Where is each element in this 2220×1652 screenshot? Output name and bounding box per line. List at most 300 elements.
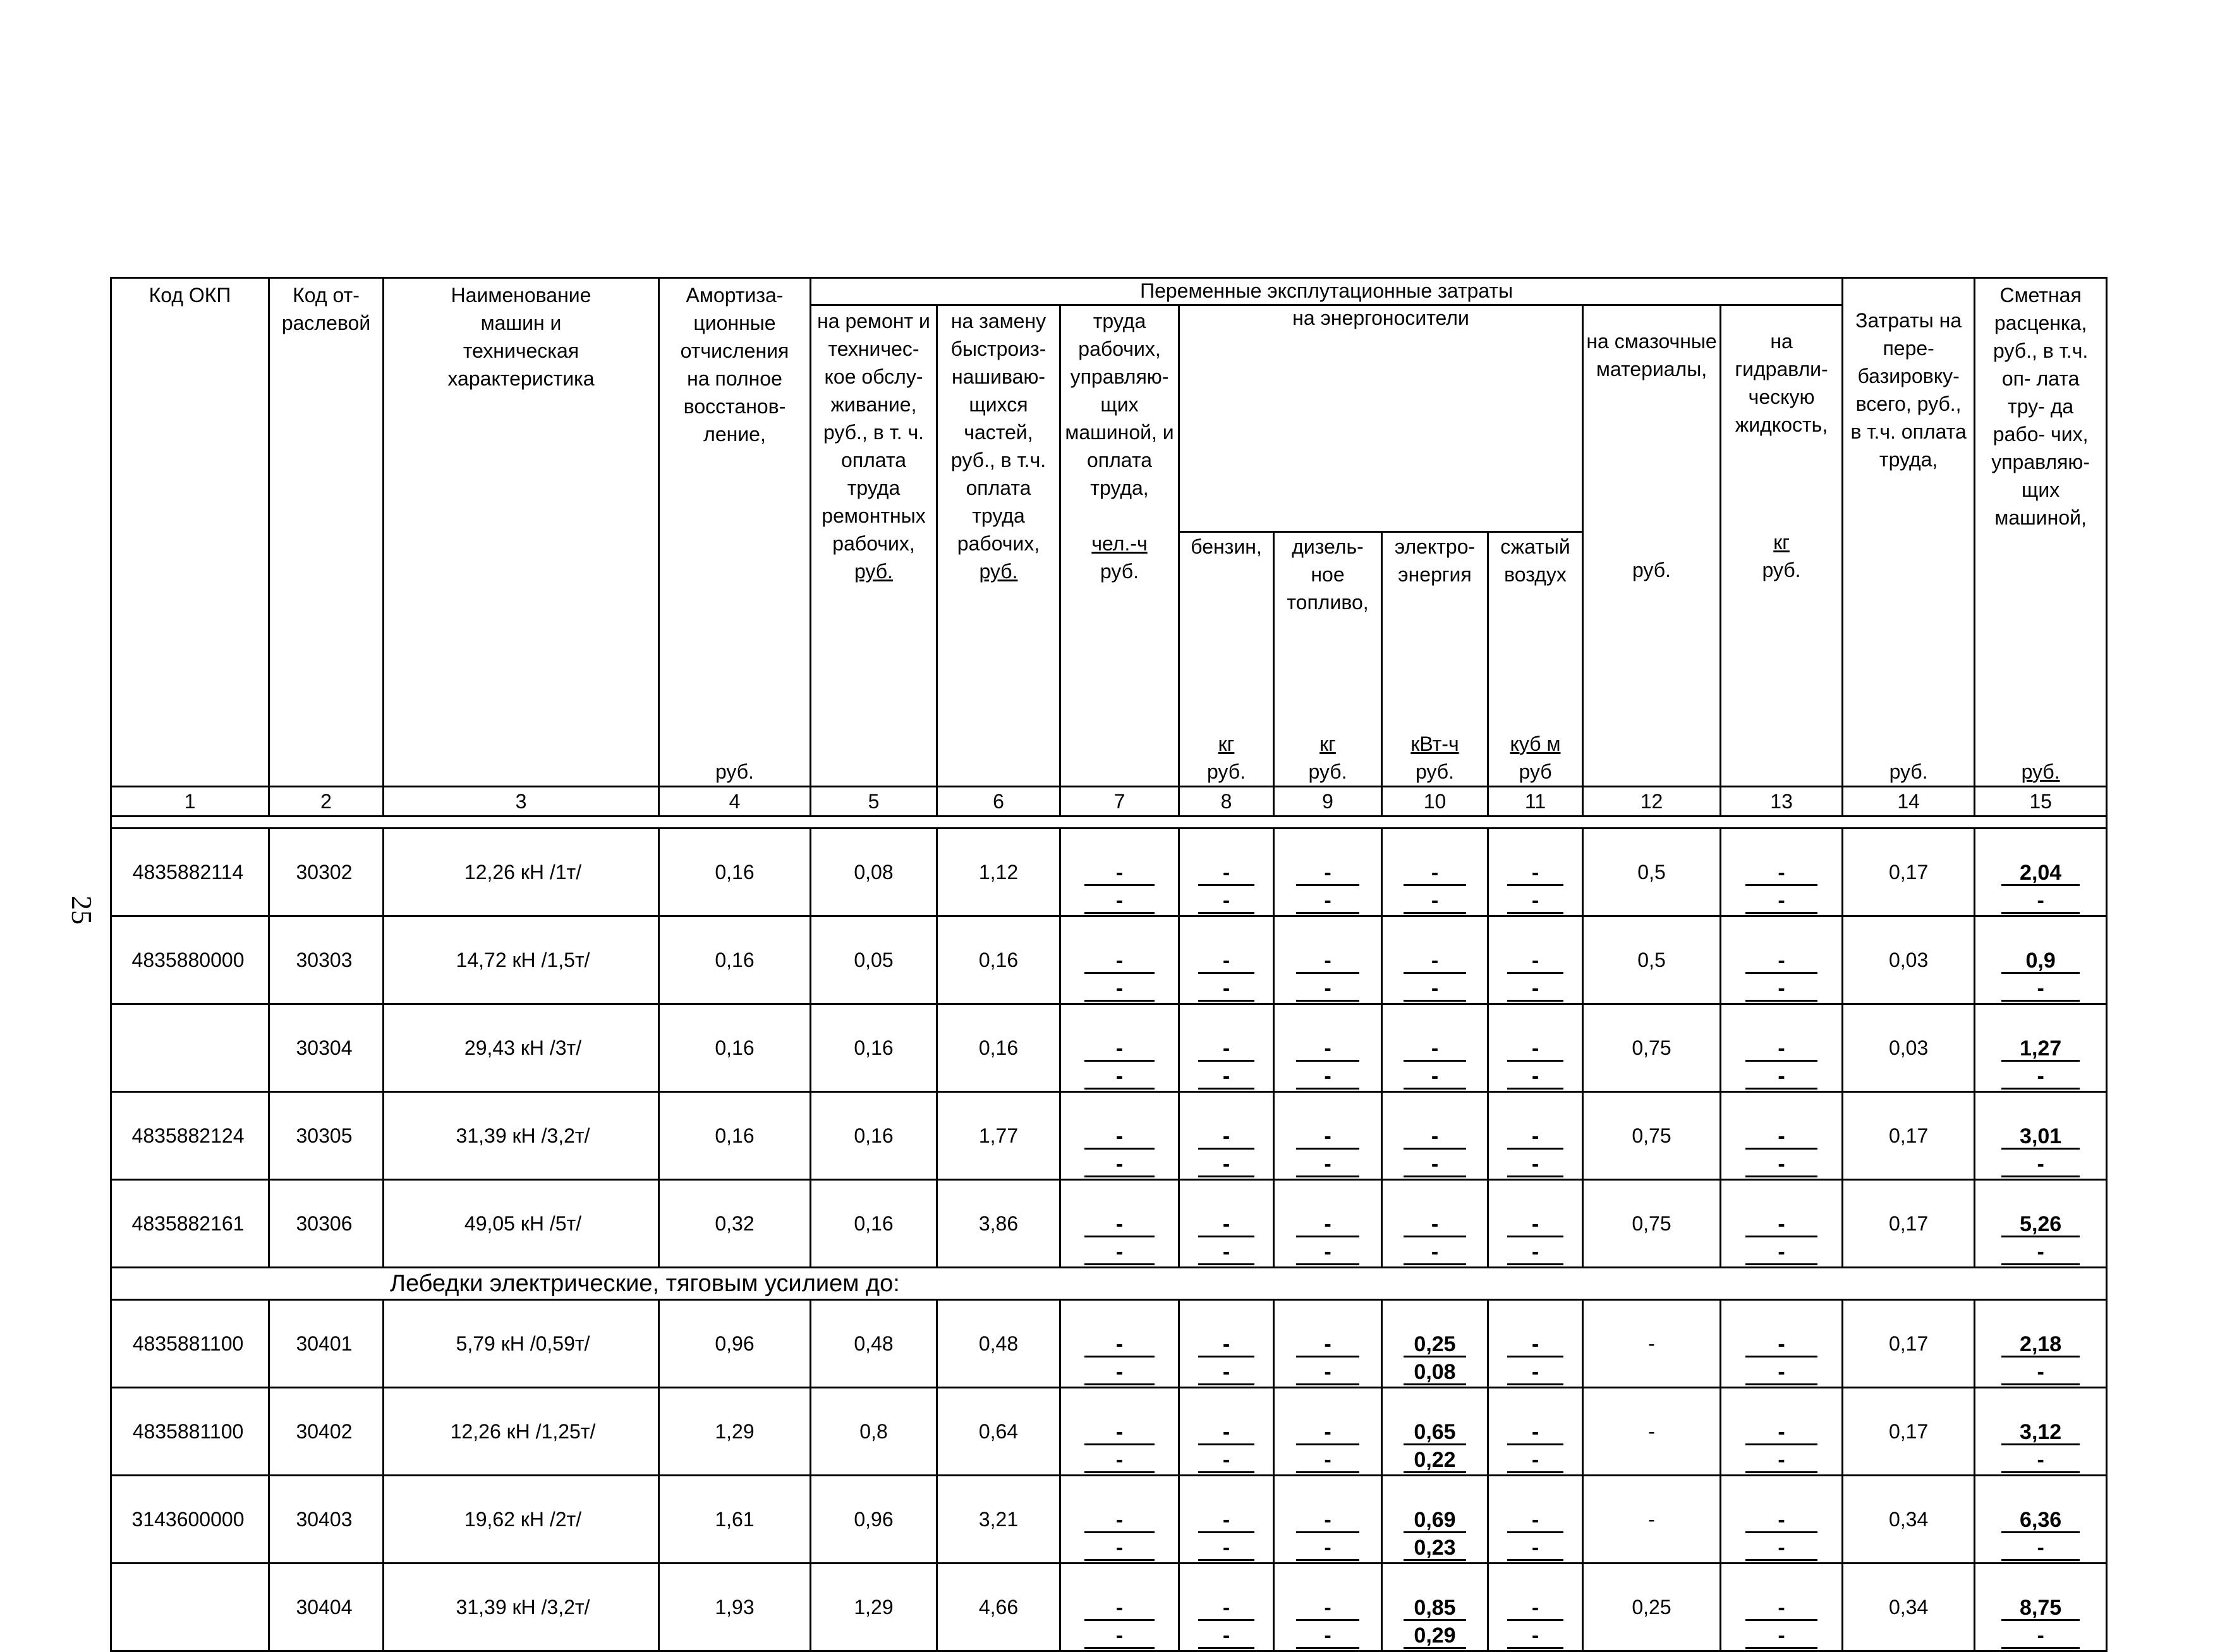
hydraulic-cell — [1721, 1004, 1843, 1091]
okp-code-cell: 4835882124 — [111, 1091, 269, 1179]
header-diesel-text: дизель- ное топливо, — [1287, 535, 1369, 614]
header-air-unit-m3: куб м — [1510, 732, 1561, 755]
air-cell-value: - — [1507, 949, 1563, 974]
diesel-cell-value: - — [1296, 1509, 1360, 1533]
lubricants-cell: 0,5 — [1583, 916, 1721, 1004]
electricity-cell — [1382, 1387, 1488, 1475]
estimate-rate-cell-value: 5,26 — [2001, 1213, 2080, 1237]
relocation-cell: 0,34 — [1843, 1563, 1975, 1651]
labor-cell-value: - — [1084, 1333, 1155, 1357]
parts-cell: 3,21 — [937, 1475, 1060, 1563]
depreciation-cell: 0,16 — [659, 916, 811, 1004]
diesel-cell-cost: - — [1296, 977, 1360, 1002]
labor-cell-cost: - — [1084, 1361, 1155, 1385]
labor-cell-cost: - — [1084, 1241, 1155, 1265]
labor-cell-value: - — [1084, 1421, 1155, 1445]
machine-name-cell: 12,26 кН /1,25т/ — [384, 1387, 659, 1475]
air-cell-cost: - — [1507, 1536, 1563, 1561]
header-diesel-unit-kg: кг — [1319, 732, 1336, 755]
branch-code-cell: 30402 — [269, 1387, 384, 1475]
diesel-cell — [1274, 828, 1382, 916]
hydraulic-cell — [1721, 1179, 1843, 1267]
branch-code-cell: 30401 — [269, 1299, 384, 1387]
parts-cell: 0,16 — [937, 916, 1060, 1004]
repair-cell: 1,29 — [811, 1563, 937, 1651]
petrol-cell-value: - — [1198, 1333, 1254, 1357]
diesel-cell-value: - — [1296, 1037, 1360, 1062]
electricity-cell — [1382, 1004, 1488, 1091]
machine-name-cell: 12,26 кН /1т/ — [384, 828, 659, 916]
estimate-rate-cell-value: 3,12 — [2001, 1421, 2080, 1445]
estimate-rate-cell — [1975, 1475, 2107, 1563]
petrol-cell — [1179, 916, 1274, 1004]
hydraulic-cell — [1721, 1299, 1843, 1387]
labor-cell — [1060, 1091, 1179, 1179]
table-row — [111, 1091, 2107, 1179]
air-cell-cost: - — [1507, 1065, 1563, 1090]
repair-cell: 0,16 — [811, 1179, 937, 1267]
air-cell-cost: - — [1507, 1449, 1563, 1473]
hydraulic-cell-value: - — [1745, 1596, 1817, 1621]
table-row — [111, 1563, 2107, 1651]
okp-code-cell: 4835881100 — [111, 1387, 269, 1475]
hydraulic-cell-cost: - — [1745, 1536, 1817, 1561]
hydraulic-cell-value: - — [1745, 1125, 1817, 1150]
air-cell-value: - — [1507, 1421, 1563, 1445]
branch-code-cell: 30302 — [269, 828, 384, 916]
hydraulic-cell-cost: - — [1745, 977, 1817, 1002]
labor-cell-cost: - — [1084, 1449, 1155, 1473]
labor-cell-cost: - — [1084, 1536, 1155, 1561]
electricity-cell-value: 0,69 — [1404, 1509, 1466, 1533]
electricity-cell-cost: - — [1404, 1065, 1466, 1090]
labor-cell-value: - — [1084, 1213, 1155, 1237]
electricity-cell-value: 0,25 — [1404, 1333, 1466, 1357]
okp-code-cell: 4835882161 — [111, 1179, 269, 1267]
header-repair — [811, 305, 937, 787]
branch-code-cell: 30403 — [269, 1475, 384, 1563]
labor-cell-cost: - — [1084, 889, 1155, 914]
petrol-cell-value: - — [1198, 861, 1254, 886]
machine-name-cell: 14,72 кН /1,5т/ — [384, 916, 659, 1004]
header-electricity-unit-rub: руб. — [1415, 760, 1454, 783]
machine-name-cell: 5,79 кН /0,59т/ — [384, 1299, 659, 1387]
header-relocation: Затраты на пере- базировку- всего, руб., в т.ч. оплата труда, — [1843, 278, 1975, 532]
lubricants-cell: 0,75 — [1583, 1091, 1721, 1179]
petrol-cell — [1179, 1475, 1274, 1563]
hydraulic-cell-cost: - — [1745, 1361, 1817, 1385]
depreciation-cell: 1,29 — [659, 1387, 811, 1475]
table-row — [111, 1004, 2107, 1091]
table-row — [111, 1475, 2107, 1563]
air-cell — [1488, 1387, 1583, 1475]
electricity-cell — [1382, 1299, 1488, 1387]
hydraulic-cell-cost: - — [1745, 1241, 1817, 1265]
labor-cell — [1060, 1475, 1179, 1563]
diesel-cell — [1274, 916, 1382, 1004]
lubricants-cell: 0,25 — [1583, 1563, 1721, 1651]
estimate-rate-cell-cost: - — [2001, 889, 2080, 914]
air-cell-cost: - — [1507, 1241, 1563, 1265]
header-electricity-unit-kwh: кВт-ч — [1410, 732, 1459, 755]
header-diesel — [1274, 531, 1382, 786]
estimate-rate-cell — [1975, 1299, 2107, 1387]
estimate-rate-cell-cost: - — [2001, 1153, 2080, 1177]
air-cell — [1488, 1563, 1583, 1651]
hydraulic-cell-cost: - — [1745, 1624, 1817, 1649]
air-cell-cost: - — [1507, 1153, 1563, 1177]
diesel-cell-cost: - — [1296, 1153, 1360, 1177]
air-cell — [1488, 828, 1583, 916]
estimate-rate-cell-cost: - — [2001, 977, 2080, 1002]
table-header — [111, 278, 2107, 829]
machine-name-cell: 31,39 кН /3,2т/ — [384, 1091, 659, 1179]
depreciation-cell: 0,16 — [659, 828, 811, 916]
okp-code-cell — [111, 1563, 269, 1651]
depreciation-cell: 0,16 — [659, 1004, 811, 1091]
header-depreciation: Амортиза- ционные отчисления на полное восстанов- ление, — [659, 278, 811, 532]
petrol-cell — [1179, 828, 1274, 916]
diesel-cell — [1274, 1179, 1382, 1267]
diesel-cell-cost: - — [1296, 1065, 1360, 1090]
petrol-cell-cost: - — [1198, 1536, 1254, 1561]
estimate-rate-cell-value: 6,36 — [2001, 1509, 2080, 1533]
okp-code-cell — [111, 1004, 269, 1091]
machine-name-cell: 31,39 кН /3,2т/ — [384, 1563, 659, 1651]
hydraulic-cell-value: - — [1745, 1037, 1817, 1062]
parts-cell: 1,12 — [937, 828, 1060, 916]
header-parts-text: на замену быстроиз- нашиваю- щихся частей, руб., в т.ч. оплата труда рабочих, — [950, 310, 1046, 555]
header-variable-costs: Переменные эксплутационные затраты — [811, 278, 1843, 305]
branch-code-cell: 30404 — [269, 1563, 384, 1651]
air-cell — [1488, 1299, 1583, 1387]
diesel-cell-value: - — [1296, 1125, 1360, 1150]
relocation-cell: 0,03 — [1843, 916, 1975, 1004]
hydraulic-cell — [1721, 1387, 1843, 1475]
header-air — [1488, 531, 1583, 786]
estimate-rate-cell — [1975, 828, 2107, 916]
air-cell-value: - — [1507, 1596, 1563, 1621]
petrol-cell-cost: - — [1198, 889, 1254, 914]
parts-cell: 0,48 — [937, 1299, 1060, 1387]
diesel-cell-cost: - — [1296, 1624, 1360, 1649]
repair-cell: 0,16 — [811, 1091, 937, 1179]
diesel-cell-cost: - — [1296, 1536, 1360, 1561]
parts-cell: 0,16 — [937, 1004, 1060, 1091]
air-cell — [1488, 1475, 1583, 1563]
header-lubricants-unit: руб. — [1632, 559, 1671, 581]
header-hydraulic-text: на гидравли- ческую жидкость, — [1735, 330, 1828, 436]
relocation-cell: 0,17 — [1843, 828, 1975, 916]
air-cell-value: - — [1507, 1213, 1563, 1237]
estimate-rate-cell — [1975, 1004, 2107, 1091]
parts-cell: 3,86 — [937, 1179, 1060, 1267]
labor-cell — [1060, 828, 1179, 916]
labor-cell — [1060, 1563, 1179, 1651]
column-number: 7 — [1060, 786, 1179, 816]
okp-code-cell: 4835880000 — [111, 916, 269, 1004]
hydraulic-cell-cost: - — [1745, 889, 1817, 914]
repair-cell: 0,05 — [811, 916, 937, 1004]
diesel-cell — [1274, 1563, 1382, 1651]
header-okp-code: Код ОКП — [111, 278, 269, 787]
labor-cell-value: - — [1084, 1509, 1155, 1533]
petrol-cell-cost: - — [1198, 1361, 1254, 1385]
header-labor — [1060, 305, 1179, 787]
lubricants-cell: 0,75 — [1583, 1179, 1721, 1267]
air-cell-value: - — [1507, 1037, 1563, 1062]
petrol-cell-cost: - — [1198, 1624, 1254, 1649]
repair-cell: 0,48 — [811, 1299, 937, 1387]
petrol-cell-value: - — [1198, 1421, 1254, 1445]
air-cell-cost: - — [1507, 889, 1563, 914]
table-row — [111, 1179, 2107, 1267]
labor-cell-cost: - — [1084, 977, 1155, 1002]
repair-cell: 0,96 — [811, 1475, 937, 1563]
header-petrol-unit-rub: руб. — [1206, 760, 1246, 783]
labor-cell-cost: - — [1084, 1153, 1155, 1177]
header-estimate-unit: руб. — [1975, 531, 2107, 786]
diesel-cell-cost: - — [1296, 1449, 1360, 1473]
estimate-rate-cell-value: 3,01 — [2001, 1125, 2080, 1150]
petrol-cell — [1179, 1004, 1274, 1091]
repair-cell: 0,8 — [811, 1387, 937, 1475]
diesel-cell-cost: - — [1296, 1241, 1360, 1265]
header-hydraulic-unit-kg: кг — [1773, 531, 1790, 554]
petrol-cell-value: - — [1198, 1125, 1254, 1150]
column-number: 9 — [1274, 786, 1382, 816]
lubricants-cell: 0,5 — [1583, 828, 1721, 916]
table-row — [111, 1299, 2107, 1387]
table-body-winches-manual — [111, 828, 2107, 1267]
table-row — [111, 1387, 2107, 1475]
electricity-cell-cost: 0,23 — [1404, 1536, 1466, 1561]
column-number: 2 — [269, 786, 384, 816]
electricity-cell-value: - — [1404, 949, 1466, 974]
electricity-cell-cost: 0,22 — [1404, 1449, 1466, 1473]
estimate-rate-cell-value: 0,9 — [2001, 949, 2080, 974]
petrol-cell-cost: - — [1198, 977, 1254, 1002]
labor-cell-value: - — [1084, 861, 1155, 886]
depreciation-cell: 0,16 — [659, 1091, 811, 1179]
parts-cell: 4,66 — [937, 1563, 1060, 1651]
petrol-cell-value: - — [1198, 1037, 1254, 1062]
diesel-cell-value: - — [1296, 1333, 1360, 1357]
hydraulic-cell-value: - — [1745, 949, 1817, 974]
column-number: 4 — [659, 786, 811, 816]
header-air-unit-rub: руб — [1519, 760, 1552, 783]
petrol-cell-cost: - — [1198, 1153, 1254, 1177]
air-cell-cost: - — [1507, 977, 1563, 1002]
section-row — [111, 1267, 2107, 1299]
repair-cell: 0,16 — [811, 1004, 937, 1091]
petrol-cell — [1179, 1563, 1274, 1651]
petrol-cell-cost: - — [1198, 1449, 1254, 1473]
hydraulic-cell-value: - — [1745, 1333, 1817, 1357]
okp-code-cell: 3143600000 — [111, 1475, 269, 1563]
electricity-cell — [1382, 1179, 1488, 1267]
header-air-text: сжатый воздух — [1500, 535, 1570, 586]
air-cell-value: - — [1507, 1509, 1563, 1533]
column-number: 10 — [1382, 786, 1488, 816]
hydraulic-cell — [1721, 1475, 1843, 1563]
hydraulic-cell-cost: - — [1745, 1449, 1817, 1473]
estimate-rate-cell-value: 2,18 — [2001, 1333, 2080, 1357]
electricity-cell-value: - — [1404, 1037, 1466, 1062]
electricity-cell — [1382, 916, 1488, 1004]
electricity-cell — [1382, 1563, 1488, 1651]
estimate-rate-cell — [1975, 916, 2107, 1004]
relocation-cell: 0,17 — [1843, 1091, 1975, 1179]
petrol-cell-value: - — [1198, 1509, 1254, 1533]
column-number: 5 — [811, 786, 937, 816]
electricity-cell-value: - — [1404, 861, 1466, 886]
electricity-cell-cost: - — [1404, 977, 1466, 1002]
electricity-cell-cost: - — [1404, 889, 1466, 914]
hydraulic-cell-value: - — [1745, 1509, 1817, 1533]
header-energy-group: на энергоносители — [1179, 305, 1583, 532]
labor-cell — [1060, 1299, 1179, 1387]
air-cell-value: - — [1507, 1333, 1563, 1357]
labor-cell-cost: - — [1084, 1065, 1155, 1090]
petrol-cell-value: - — [1198, 1213, 1254, 1237]
diesel-cell-value: - — [1296, 1421, 1360, 1445]
header-machine-name: Наименование машин и техническая характеристика — [384, 278, 659, 787]
relocation-cell: 0,17 — [1843, 1387, 1975, 1475]
hydraulic-cell-value: - — [1745, 1213, 1817, 1237]
estimate-rate-cell-value: 8,75 — [2001, 1596, 2080, 1621]
header-depreciation-unit: руб. — [659, 531, 811, 786]
diesel-cell-value: - — [1296, 861, 1360, 886]
header-diesel-unit-rub: руб. — [1308, 760, 1347, 783]
header-petrol — [1179, 531, 1274, 786]
estimate-rate-cell — [1975, 1563, 2107, 1651]
estimate-rate-cell-value: 2,04 — [2001, 861, 2080, 886]
column-number: 13 — [1721, 786, 1843, 816]
petrol-cell-cost: - — [1198, 1065, 1254, 1090]
estimate-rate-cell — [1975, 1179, 2107, 1267]
petrol-cell — [1179, 1179, 1274, 1267]
air-cell — [1488, 1179, 1583, 1267]
column-number: 1 — [111, 786, 269, 816]
header-labor-text: труда рабочих, управляю- щих машиной, и оплата труда, — [1065, 310, 1174, 499]
air-cell — [1488, 916, 1583, 1004]
header-parts — [937, 305, 1060, 787]
petrol-cell — [1179, 1299, 1274, 1387]
hydraulic-cell-cost: - — [1745, 1065, 1817, 1090]
lubricants-cell: 0,75 — [1583, 1004, 1721, 1091]
table-body-winches-electric — [111, 1299, 2107, 1651]
lubricants-cell: - — [1583, 1299, 1721, 1387]
labor-cell — [1060, 1004, 1179, 1091]
electricity-cell-cost: - — [1404, 1241, 1466, 1265]
estimate-rate-cell-cost: - — [2001, 1449, 2080, 1473]
header-hydraulic — [1721, 305, 1843, 787]
header-labor-unit-hours: чел.-ч — [1091, 532, 1148, 555]
header-estimate-rate: Сметная расценка, руб., в т.ч. оп- лата тру- да рабо- чих, управляю- щих машиной, — [1975, 278, 2107, 532]
column-number: 11 — [1488, 786, 1583, 816]
branch-code-cell: 30303 — [269, 916, 384, 1004]
okp-code-cell: 4835882114 — [111, 828, 269, 916]
relocation-cell: 0,03 — [1843, 1004, 1975, 1091]
electricity-cell — [1382, 828, 1488, 916]
parts-cell: 1,77 — [937, 1091, 1060, 1179]
labor-cell-cost: - — [1084, 1624, 1155, 1649]
diesel-cell-cost: - — [1296, 1361, 1360, 1385]
machine-name-cell: 19,62 кН /2т/ — [384, 1475, 659, 1563]
depreciation-cell: 1,61 — [659, 1475, 811, 1563]
electricity-cell-value: 0,65 — [1404, 1421, 1466, 1445]
hydraulic-cell — [1721, 916, 1843, 1004]
hydraulic-cell-value: - — [1745, 861, 1817, 886]
lubricants-cell: - — [1583, 1387, 1721, 1475]
electricity-cell-value: - — [1404, 1213, 1466, 1237]
labor-cell-value: - — [1084, 1037, 1155, 1062]
air-cell-cost: - — [1507, 1624, 1563, 1649]
air-cell — [1488, 1091, 1583, 1179]
lubricants-cell: - — [1583, 1475, 1721, 1563]
estimate-rate-cell-cost: - — [2001, 1241, 2080, 1265]
electricity-cell-value: 0,85 — [1404, 1596, 1466, 1621]
relocation-cell: 0,34 — [1843, 1475, 1975, 1563]
diesel-cell-value: - — [1296, 1213, 1360, 1237]
diesel-cell — [1274, 1387, 1382, 1475]
diesel-cell — [1274, 1004, 1382, 1091]
depreciation-cell: 0,32 — [659, 1179, 811, 1267]
header-hydraulic-unit-rub: руб. — [1762, 559, 1801, 581]
branch-code-cell: 30306 — [269, 1179, 384, 1267]
estimate-rate-cell-cost: - — [2001, 1536, 2080, 1561]
electricity-cell-cost: - — [1404, 1153, 1466, 1177]
depreciation-cell: 0,96 — [659, 1299, 811, 1387]
labor-cell — [1060, 1179, 1179, 1267]
page-number: 25 — [66, 896, 98, 925]
air-cell-value: - — [1507, 861, 1563, 886]
estimate-rate-cell-cost: - — [2001, 1624, 2080, 1649]
hydraulic-cell-cost: - — [1745, 1153, 1817, 1177]
column-number: 15 — [1975, 786, 2107, 816]
hydraulic-cell-value: - — [1745, 1421, 1817, 1445]
estimate-rate-cell-value: 1,27 — [2001, 1037, 2080, 1062]
hydraulic-cell — [1721, 1563, 1843, 1651]
petrol-cell-cost: - — [1198, 1241, 1254, 1265]
diesel-cell-value: - — [1296, 1596, 1360, 1621]
petrol-cell-value: - — [1198, 1596, 1254, 1621]
table-row — [111, 916, 2107, 1004]
table-row — [111, 828, 2107, 916]
branch-code-cell: 30304 — [269, 1004, 384, 1091]
column-numbers-row — [111, 786, 2107, 816]
labor-cell-value: - — [1084, 1125, 1155, 1150]
air-cell-cost: - — [1507, 1361, 1563, 1385]
diesel-cell — [1274, 1091, 1382, 1179]
air-cell-value: - — [1507, 1125, 1563, 1150]
header-electricity-text: электро- энергия — [1394, 535, 1476, 586]
section-title: Лебедки электрические, тяговым усилием до: — [111, 1267, 2107, 1299]
estimate-rate-cell-cost: - — [2001, 1361, 2080, 1385]
header-repair-text: на ремонт и техничес- кое обслу- живание, руб., в т. ч. оплата труда ремонтных рабочих, — [817, 310, 930, 555]
electricity-cell — [1382, 1091, 1488, 1179]
column-number: 12 — [1583, 786, 1721, 816]
repair-cell: 0,08 — [811, 828, 937, 916]
labor-cell — [1060, 916, 1179, 1004]
column-number: 8 — [1179, 786, 1274, 816]
header-petrol-unit-kg: кг — [1218, 732, 1235, 755]
relocation-cell: 0,17 — [1843, 1179, 1975, 1267]
electricity-cell-cost: 0,29 — [1404, 1624, 1466, 1649]
column-number: 6 — [937, 786, 1060, 816]
column-number: 14 — [1843, 786, 1975, 816]
